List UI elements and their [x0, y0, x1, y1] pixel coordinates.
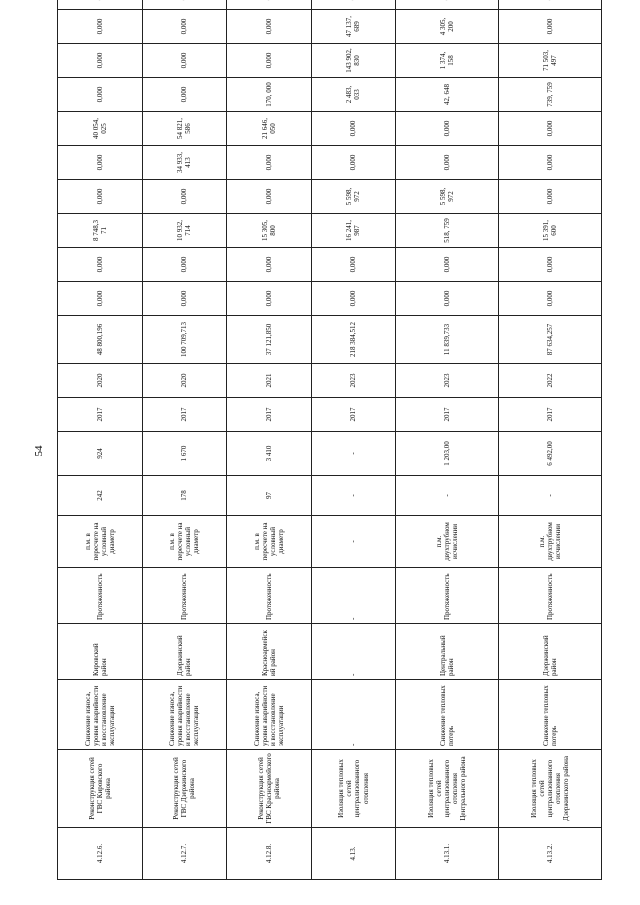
rotated-table-container [57, 16, 602, 880]
row-value: 0,000 [499, 112, 602, 146]
row-value: 0,000 [58, 282, 143, 316]
row-value: 0,000 [227, 248, 312, 282]
row-qty-a: 242 [58, 476, 143, 516]
row-value: 0,000 [311, 248, 396, 282]
row-year-start: 2017 [499, 398, 602, 432]
investment-table [57, 0, 602, 880]
row-value: 0,000 [227, 282, 312, 316]
row-value [58, 0, 143, 10]
row-value: 5 598, 972 [396, 180, 499, 214]
row-goal: Снижение износа, уровня аварийности и восстановление эксплуатации [227, 680, 312, 750]
row-value: 0,000 [58, 10, 143, 44]
row-year-end: 2022 [499, 364, 602, 398]
row-value: 0,000 [58, 180, 143, 214]
row-qty-a: 97 [227, 476, 312, 516]
table-row [499, 0, 602, 880]
row-year-end: 2020 [142, 364, 227, 398]
row-unit: - [311, 516, 396, 568]
row-value: 0,000 [58, 78, 143, 112]
row-year-end: 2021 [227, 364, 312, 398]
row-code: 4.13.2. [499, 828, 602, 880]
row-qty-a: - [396, 476, 499, 516]
row-value: 54 821, 586 [142, 112, 227, 146]
row-name: Реконструкция сетей ГВС Кировского района [58, 750, 143, 828]
table-row [142, 0, 227, 880]
row-parameter: Протяженность [227, 568, 312, 624]
table-row [58, 0, 143, 880]
row-unit: п.м. в пересчете на условный диаметр [58, 516, 143, 568]
row-value: 0,000 [227, 146, 312, 180]
row-year-start: 2017 [58, 398, 143, 432]
row-value: 739, 759 [499, 78, 602, 112]
row-unit: п.м. в пересчете на условный диаметр [227, 516, 312, 568]
row-value: 143 902, 830 [311, 44, 396, 78]
row-code: 4.13. [311, 828, 396, 880]
row-goal: Снижение тепловых потерь [396, 680, 499, 750]
row-name: Изоляция тепловых сетей централизованного отопления Центрального района [396, 750, 499, 828]
row-value: 0,000 [58, 146, 143, 180]
row-goal: Снижение износа, уровня аварийности и восстановление эксплуатации [58, 680, 143, 750]
row-value: 0,000 [227, 44, 312, 78]
row-parameter: Протяженность [499, 568, 602, 624]
row-unit: п.м. в пересчете на условный диаметр [142, 516, 227, 568]
row-value: 16 241, 987 [311, 214, 396, 248]
row-qty-a: - [311, 476, 396, 516]
row-code: 4.12.6. [58, 828, 143, 880]
row-total: 11 839,733 [396, 316, 499, 364]
row-value: 0,000 [499, 282, 602, 316]
row-parameter: - [311, 568, 396, 624]
row-value: 0,000 [142, 248, 227, 282]
row-district: Красноармейский район [227, 624, 312, 680]
row-value: 0,000 [142, 78, 227, 112]
row-total: 37 121,850 [227, 316, 312, 364]
row-value: 1 374, 158 [396, 44, 499, 78]
row-parameter: Протяженность [142, 568, 227, 624]
row-district: Дзержинский район [499, 624, 602, 680]
row-year-start: 2017 [311, 398, 396, 432]
row-value: 0,000 [396, 146, 499, 180]
row-district: Кировский район [58, 624, 143, 680]
row-value: 0,000 [311, 146, 396, 180]
row-value [142, 0, 227, 10]
row-goal: Снижение износа, уровня аварийности и восстановление эксплуатации [142, 680, 227, 750]
row-value: 71 503, 497 [499, 44, 602, 78]
row-value: 0,000 [142, 10, 227, 44]
row-code: 4.12.7. [142, 828, 227, 880]
row-total: 218 384,512 [311, 316, 396, 364]
row-qty-b: 924 [58, 432, 143, 476]
row-qty-b: 3 410 [227, 432, 312, 476]
row-name: Изоляция тепловых сетей централизованного отопления Дзержинского района [499, 750, 602, 828]
row-value: 0,000 [58, 44, 143, 78]
row-value: 34 933, 413 [142, 146, 227, 180]
row-year-end: 2023 [311, 364, 396, 398]
row-value: 0,000 [396, 282, 499, 316]
row-total: 87 634,257 [499, 316, 602, 364]
row-goal: Снижение тепловых потерь [499, 680, 602, 750]
row-value: 4 305, 200 [396, 10, 499, 44]
row-value: 518, 759 [396, 214, 499, 248]
row-qty-b: - [311, 432, 396, 476]
row-year-start: 2017 [227, 398, 312, 432]
table-row [396, 0, 499, 880]
table-row [311, 0, 396, 880]
row-value: 47 137, 689 [311, 10, 396, 44]
row-value: 42, 648 [396, 78, 499, 112]
row-unit: п.м. двухтрубном исчислении [499, 516, 602, 568]
row-value: 0,000 [311, 282, 396, 316]
row-value: 0,000 [396, 112, 499, 146]
row-value: 0,000 [499, 146, 602, 180]
row-qty-b: 6 492,00 [499, 432, 602, 476]
row-value: 5 598, 972 [311, 180, 396, 214]
row-value: 40 054, 025 [58, 112, 143, 146]
row-name: Реконструкция сетей ГВС Дзержинского района [142, 750, 227, 828]
page-number: 54 [33, 445, 45, 457]
row-total: 100 709,713 [142, 316, 227, 364]
row-value: 10 932, 714 [142, 214, 227, 248]
row-value: 0,000 [142, 282, 227, 316]
row-value: 0,000 [499, 248, 602, 282]
row-qty-b: 1 670 [142, 432, 227, 476]
row-code: 4.13.1. [396, 828, 499, 880]
row-value: 0,000 [227, 10, 312, 44]
row-code: 4.12.8. [227, 828, 312, 880]
row-qty-b: 1 203,00 [396, 432, 499, 476]
row-value: 0,000 [499, 180, 602, 214]
table-row [227, 0, 312, 880]
row-value: 8 748,3 71 [58, 214, 143, 248]
row-value [311, 0, 396, 10]
row-goal: - [311, 680, 396, 750]
row-qty-a: - [499, 476, 602, 516]
row-value [396, 0, 499, 10]
row-district: Центральный район [396, 624, 499, 680]
row-parameter: Протяженность [396, 568, 499, 624]
row-value: 0,000 [396, 248, 499, 282]
row-value: 0,000 [142, 44, 227, 78]
row-value: 0,000 [58, 248, 143, 282]
row-value: 2 483, 033 [311, 78, 396, 112]
row-year-end: 2020 [58, 364, 143, 398]
row-value: 0,000 [499, 10, 602, 44]
row-unit: п.м. двухтрубном исчислении [396, 516, 499, 568]
row-parameter: Протяженность [58, 568, 143, 624]
row-year-end: 2023 [396, 364, 499, 398]
row-value [227, 0, 312, 10]
row-value: 15 391, 600 [499, 214, 602, 248]
row-year-start: 2017 [396, 398, 499, 432]
row-year-start: 2017 [142, 398, 227, 432]
row-value: 0,000 [227, 180, 312, 214]
row-value: 0,000 [142, 180, 227, 214]
row-total: 48 800,196 [58, 316, 143, 364]
row-name: Изоляция тепловых сетей централизованного отопления [311, 750, 396, 828]
row-value [499, 0, 602, 10]
row-name: Реконструкция сетей ГВС Красноармейского района [227, 750, 312, 828]
row-value: 170, 000 [227, 78, 312, 112]
row-value: 15 305, 800 [227, 214, 312, 248]
row-district: Дзержинский район [142, 624, 227, 680]
row-qty-a: 178 [142, 476, 227, 516]
row-value: 21 646, 050 [227, 112, 312, 146]
row-district: - [311, 624, 396, 680]
row-value: 0,000 [311, 112, 396, 146]
